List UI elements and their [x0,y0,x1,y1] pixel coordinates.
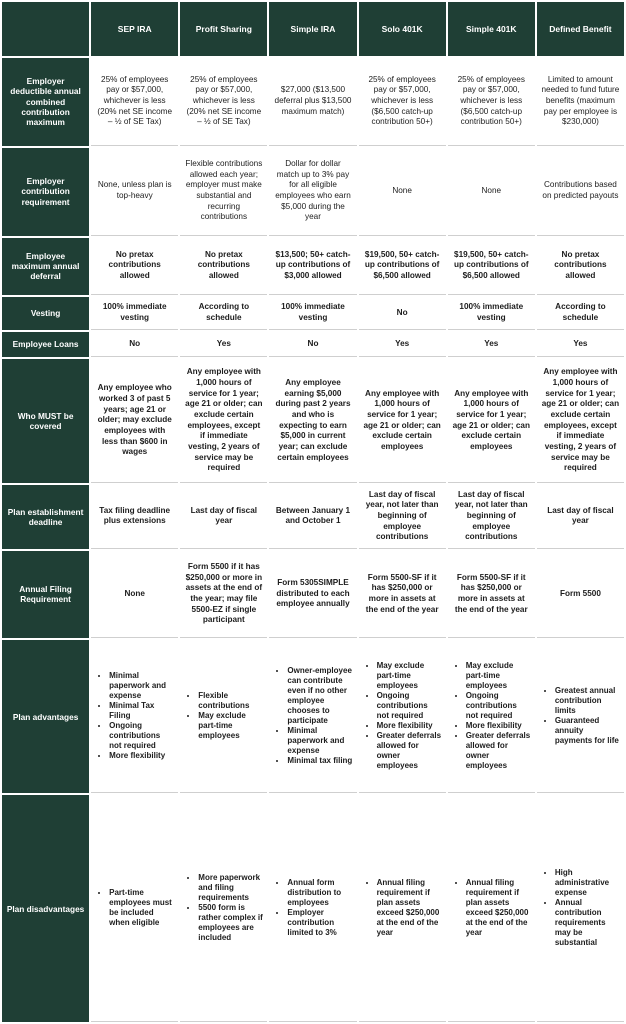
list-item: • Annual form distribution to employees [287,878,352,908]
table-cell: None [448,148,535,236]
table-cell: No [91,332,178,356]
table-cell: Yes [359,332,446,356]
list-item: • Annual filing requirement if plan assets exceed $250,000 at the end of the year [377,878,442,938]
table-cell: Between January 1 and October 1 [269,485,356,548]
table-cell: Last day of fiscal year, not later than beginning of employee contributions [359,485,446,548]
row-plan-establishment-deadline [2,485,624,548]
table-cell: Last day of fiscal year [537,485,624,548]
table-cell: $13,500; 50+ catch-up contributions of $3,000 allowed [269,238,356,295]
row-header: Employee maximum annual deferral [2,238,89,295]
row-header: Annual Filing Requirement [2,551,89,639]
table-cell: 25% of employees pay or $57,000, whichever is less (20% net SE income – ½ of SE Tax) [180,58,267,146]
header-row [2,2,624,56]
row-header: Employer contribution requirement [2,148,89,236]
column-header-sep-ira: SEP IRA [91,2,178,56]
corner-cell [2,2,89,56]
row-plan-disadvantages [2,795,624,1022]
table-cell [269,640,356,793]
row-header: Employee Loans [2,332,89,356]
table-cell: 100% immediate vesting [269,297,356,331]
table-cell: Any employee earning $5,000 during past 2 years and who is expecting to earn $5,000 in current year; can exclude certain employees [269,359,356,484]
table-cell: Form 5500 [537,551,624,639]
list-item: • Minimal tax filing [287,756,352,766]
list-item: • Owner-employee can contribute even if no other employee chooses to participate [287,666,352,726]
list-item: • Minimal paperwork and expense [109,671,174,701]
list-item: • Annual contribution requirements may be substantial [555,898,620,948]
table-cell: Limited to amount needed to fund future benefits (maximum pay per employee is $230,000) [537,58,624,146]
table-cell: None [91,551,178,639]
table-cell: Yes [448,332,535,356]
row-header: Vesting [2,297,89,331]
table-cell [91,795,178,1022]
table-cell [180,795,267,1022]
row-header: Employer deductible annual combined contribution maximum [2,58,89,146]
list-item: • Ongoing contributions not required [377,691,442,721]
list-item: • More flexibility [109,751,174,761]
table-cell [180,640,267,793]
row-vesting [2,297,624,331]
list-item: • Greater deferrals allowed for owner employees [466,731,531,771]
table-cell: 100% immediate vesting [91,297,178,331]
table-cell: Tax filing deadline plus extensions [91,485,178,548]
table-cell: Contributions based on predicted payouts [537,148,624,236]
table-cell [448,640,535,793]
table-cell [91,640,178,793]
list-item: • Minimal Tax Filing [109,701,174,721]
row-header: Plan advantages [2,640,89,793]
table-cell: According to schedule [537,297,624,331]
list-item: • Annual filing requirement if plan assets exceed $250,000 at the end of the year [466,878,531,938]
table-cell: Dollar for dollar match up to 3% pay for all eligible employees who earn $5,000 during the year [269,148,356,236]
table-cell [537,640,624,793]
column-header-simple-401k: Simple 401K [448,2,535,56]
table-cell: No pretax contributions allowed [91,238,178,295]
row-plan-advantages [2,640,624,793]
list-item: • High administrative expense [555,868,620,898]
table-cell: No [269,332,356,356]
table-cell: Any employee with 1,000 hours of service for 1 year; age 21 or older; can exclude certain employees, except if immediate vesting, 2 years of service may be required [537,359,624,484]
table-cell [359,795,446,1022]
list-item: • More flexibility [466,721,531,731]
row-header: Plan establishment deadline [2,485,89,548]
list-item: • Ongoing contributions not required [466,691,531,721]
table-cell: Yes [180,332,267,356]
table-cell: Form 5305SIMPLE distributed to each employee annually [269,551,356,639]
table-cell: Last day of fiscal year [180,485,267,548]
list-item: • Ongoing contributions not required [109,721,174,751]
list-item: • Employer contribution limited to 3% [287,908,352,938]
list-item: • May exclude part-time employees [466,661,531,691]
table-cell: 100% immediate vesting [448,297,535,331]
table-cell [269,795,356,1022]
table-cell: $27,000 ($13,500 deferral plus $13,500 maximum match) [269,58,356,146]
table-cell [537,795,624,1022]
list-item: • 5500 form is rather complex if employees are included [198,903,263,943]
column-header-solo-401k: Solo 401K [359,2,446,56]
list-item: • Greater deferrals allowed for owner employees [377,731,442,771]
list-item: • More flexibility [377,721,442,731]
list-item: • Minimal paperwork and expense [287,726,352,756]
table-cell: Any employee with 1,000 hours of service for 1 year; age 21 or older; can exclude certain employees [359,359,446,484]
table-cell [448,795,535,1022]
row-employee-loans [2,332,624,356]
column-header-simple-ira: Simple IRA [269,2,356,56]
table-cell: 25% of employees pay or $57,000, whichever is less ($6,500 catch-up contribution 50+) [448,58,535,146]
table-cell: $19,500, 50+ catch-up contributions of $6,500 allowed [448,238,535,295]
table-cell: Any employee who worked 3 of past 5 years; age 21 or older; may exclude employees with less than $600 in wages [91,359,178,484]
list-item: • More paperwork and filing requirements [198,873,263,903]
row-employer-contribution-requirement [2,148,624,236]
list-item: • Part-time employees must be included when eligible [109,888,174,928]
list-item: • May exclude part-time employees [377,661,442,691]
table-cell: Yes [537,332,624,356]
column-header-defined-benefit: Defined Benefit [537,2,624,56]
table-cell: None, unless plan is top-heavy [91,148,178,236]
table-cell [359,640,446,793]
column-header-profit-sharing: Profit Sharing [180,2,267,56]
row-header: Who MUST be covered [2,359,89,484]
list-item: • May exclude part-time employees [198,711,263,741]
row-annual-filing-requirement [2,551,624,639]
table-cell: None [359,148,446,236]
row-who-must-be-covered [2,359,624,484]
row-header: Plan disadvantages [2,795,89,1022]
table-cell: Flexible contributions allowed each year; employer must make substantial and recurring contributions [180,148,267,236]
row-employee-maximum-deferral [2,238,624,295]
list-item: • Greatest annual contribution limits [555,686,620,716]
table-cell: Last day of fiscal year, not later than beginning of employee contributions [448,485,535,548]
table-cell: Any employee with 1,000 hours of service for 1 year; age 21 or older; can exclude certain employees [448,359,535,484]
table-cell: No pretax contributions allowed [537,238,624,295]
table-cell: Form 5500-SF if it has $250,000 or more in assets at the end of the year [448,551,535,639]
table-cell: 25% of employees pay or $57,000, whichever is less (20% net SE income – ½ of SE Tax) [91,58,178,146]
list-item: • Flexible contributions [198,691,263,711]
table-cell: $19,500, 50+ catch-up contributions of $6,500 allowed [359,238,446,295]
row-employer-contribution-maximum [2,58,624,146]
table-cell: Form 5500 if it has $250,000 or more in assets at the end of the year; may file 5500-EZ if single participant [180,551,267,639]
table-cell: 25% of employees pay or $57,000, whichever is less ($6,500 catch-up contribution 50+) [359,58,446,146]
table-cell: Form 5500-SF if it has $250,000 or more in assets at the end of the year [359,551,446,639]
table-cell: According to schedule [180,297,267,331]
table-cell: No [359,297,446,331]
table-cell: Any employee with 1,000 hours of service for 1 year; age 21 or older; can exclude certain employees, except if immediate vesting, 2 years of service may be required [180,359,267,484]
table-cell: No pretax contributions allowed [180,238,267,295]
list-item: • Guaranteed annuity payments for life [555,716,620,746]
